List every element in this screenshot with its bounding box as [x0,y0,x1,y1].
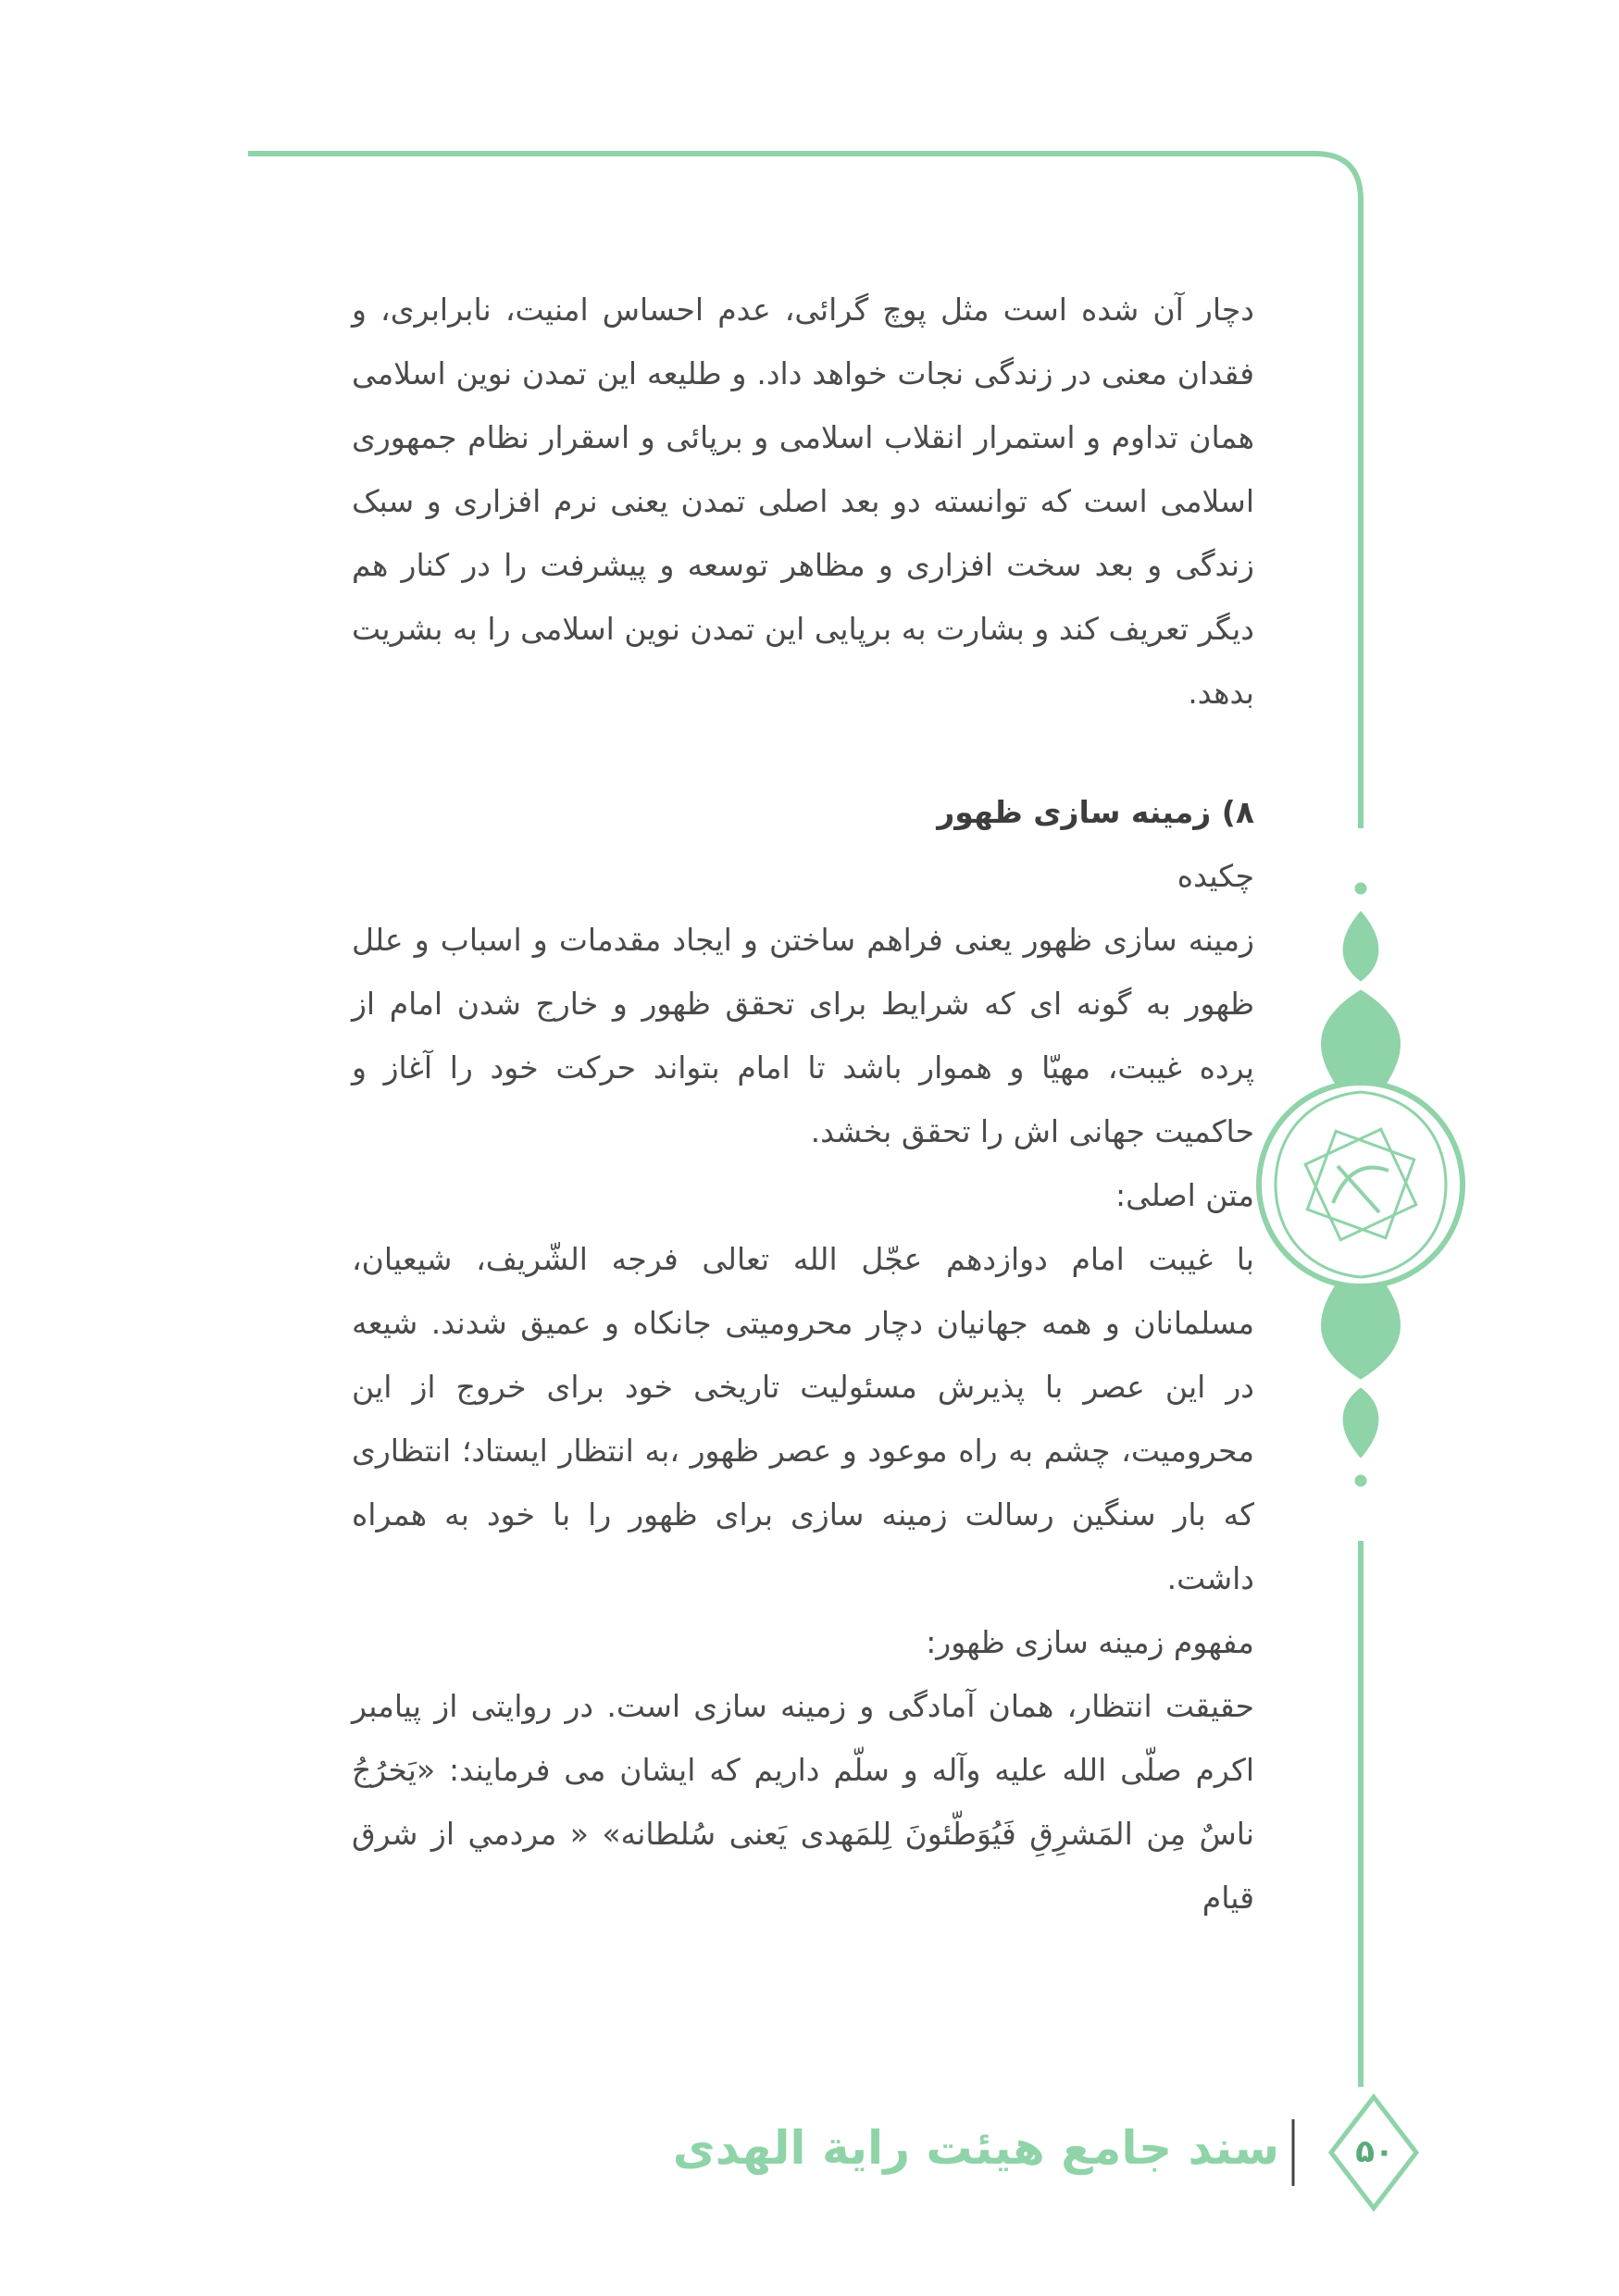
main-text-paragraph: با غيبت امام دوازدهم عجّل الله تعالى فرجه الشّريف، شيعيان، مسلمانان و همه جهانیان دچار محرومیتی جانکاه و عمیق شدند. شیعه در این عصر با پذیرش مسئولیت تاریخی خود برای خروج از این محرومیت، چشم به راه موعود و عصر ظهور ،به انتظار ایستاد؛ انتظاری که بار سنگین رسالت زمینه سازی برای ظهور را با خود به همراه داشت. [352,1241,1254,1596]
medallion-ornament [1259,883,1463,1486]
concept-label: مفهوم زمینه سازی ظهور: [926,1624,1254,1660]
page-number: ۵۰ [1355,2133,1394,2170]
abstract-paragraph: زمینه سازی ظهور یعنی فراهم ساختن و ایجاد مقدمات و اسباب و علل ظهور به گونه ای که شرایط برای تحقق ظهور و خارج شدن امام از پرده غیبت، مهیّا و هموار باشد تا امام بتواند حرکت خود را آغاز و حاکمیت جهانی اش را تحقق بخشد. [352,922,1254,1149]
section-heading: ۸) زمینه سازی ظهور [937,794,1254,830]
intro-paragraph: دچار آن شده است مثل پوچ گرائی، عدم احساس امنیت، نابرابری، و فقدان معنی در زندگی نجات خواهد داد. و طليعه اين تمدن نوين اسلامی همان تداوم و استمرار انقلاب اسلامی و برپائی و اسقرار نظام جمهوری اسلامی است که توانسته دو بعد اصلی تمدن یعنی نرم افزاری و سبک زندگی و بعد سخت افزاری و مظاهر توسعه و پیشرفت را در کنار هم دیگر تعریف کند و بشارت به برپایی این تمدن نوین اسلامی را به بشریت بدهد. [352,292,1254,711]
abstract-label: چکیده [1177,858,1254,894]
concept-paragraph: حقیقت انتظار، همان آمادگی و زمینه سازی است. در روایتی از پیامبر اکرم صلّی الله علیه وآله و سلّم داریم که ایشان می فرمایند: «یَخرُجُ ناسٌ مِن المَشرِقِ فَیُوَطّئونَ لِلمَهدی یَعنی سُلطانه» « مردمي از شرق قيام [352,1688,1254,1916]
main-text-label: متن اصلی: [1115,1177,1254,1213]
main-text-column [352,278,1254,1930]
book-title: سند جامع هیئت رایة الهدی [672,2121,1279,2175]
